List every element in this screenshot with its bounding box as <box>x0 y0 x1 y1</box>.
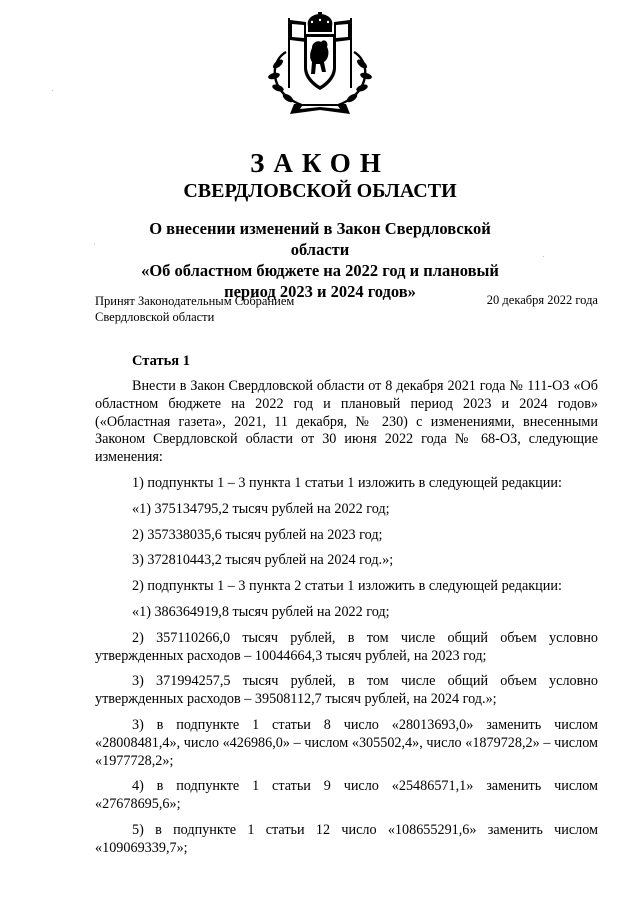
paragraph: Внести в Закон Свердловской области от 8 декабря 2021 года № 111-ОЗ «Об областном бюджете на 2022 год и плановый период 2023 и 2024 годов» («Областная газета», 2021, 11 декабря, № 230) с изменениями, внесенными Законом Свердловской области от 30 июня 2022 года № 68-ОЗ, следующие изменения: <box>95 378 598 466</box>
coat-of-arms-emblem <box>258 12 382 122</box>
paragraph: 2) 357338035,6 тысяч рублей на 2023 год; <box>132 526 383 543</box>
paragraph: 4) в подпункте 1 статьи 9 число «25486571,1» заменить числом «27678695,6»; <box>95 778 598 813</box>
law-title: ЗАКОН <box>250 148 390 178</box>
paragraph: 3) 372810443,2 тысяч рублей на 2024 год.»; <box>132 552 394 569</box>
paragraph: 3) в подпункте 1 статьи 8 число «28013693,0» заменить числом «28008481,4», число «426986,0» – числом «305502,4», число «1879728,2» – числом «1977728,2»; <box>95 716 598 769</box>
paragraph: 2) подпункты 1 – 3 пункта 2 статьи 1 изложить в следующей редакции: <box>132 578 562 595</box>
article-title: Статья 1 <box>132 353 190 369</box>
paragraph: 1) подпункты 1 – 3 пункта 1 статьи 1 изложить в следующей редакции: <box>132 474 562 491</box>
region-title: СВЕРДЛОВСКОЙ ОБЛАСТИ <box>183 180 457 202</box>
adoption-line: Свердловской области <box>95 310 215 324</box>
subtitle-line: О внесении изменений в Закон Свердловской области <box>149 219 491 259</box>
scan-speck <box>94 244 95 245</box>
law-subtitle <box>118 218 522 302</box>
paragraph: «1) 386364919,8 тысяч рублей на 2022 год; <box>132 603 390 620</box>
paragraph: 5) в подпункте 1 статьи 12 число «108655291,6» заменить числом «109069339,7»; <box>95 821 598 856</box>
article-body <box>95 378 598 866</box>
adoption-date: 20 декабря 2022 года <box>486 293 598 307</box>
subtitle-line: период 2023 и 2024 годов» <box>224 282 416 301</box>
adoption-line: Принят Законодательным Собранием <box>95 294 295 308</box>
scan-speck <box>543 256 544 257</box>
scan-speck <box>52 90 53 91</box>
paragraph: «1) 375134795,2 тысяч рублей на 2022 год; <box>132 500 390 517</box>
paragraph: 3) 371994257,5 тысяч рублей, в том числе общий объем условно утвержденных расходов – 39508112,7 тысяч рублей, на 2024 год.»; <box>95 673 598 708</box>
adoption-note <box>95 293 355 325</box>
subtitle-line: «Об областном бюджете на 2022 год и плановый <box>141 261 499 280</box>
paragraph: 2) 357110266,0 тысяч рублей, в том числе общий объем условно утвержденных расходов – 10044664,3 тысяч рублей, на 2023 год; <box>95 629 598 664</box>
